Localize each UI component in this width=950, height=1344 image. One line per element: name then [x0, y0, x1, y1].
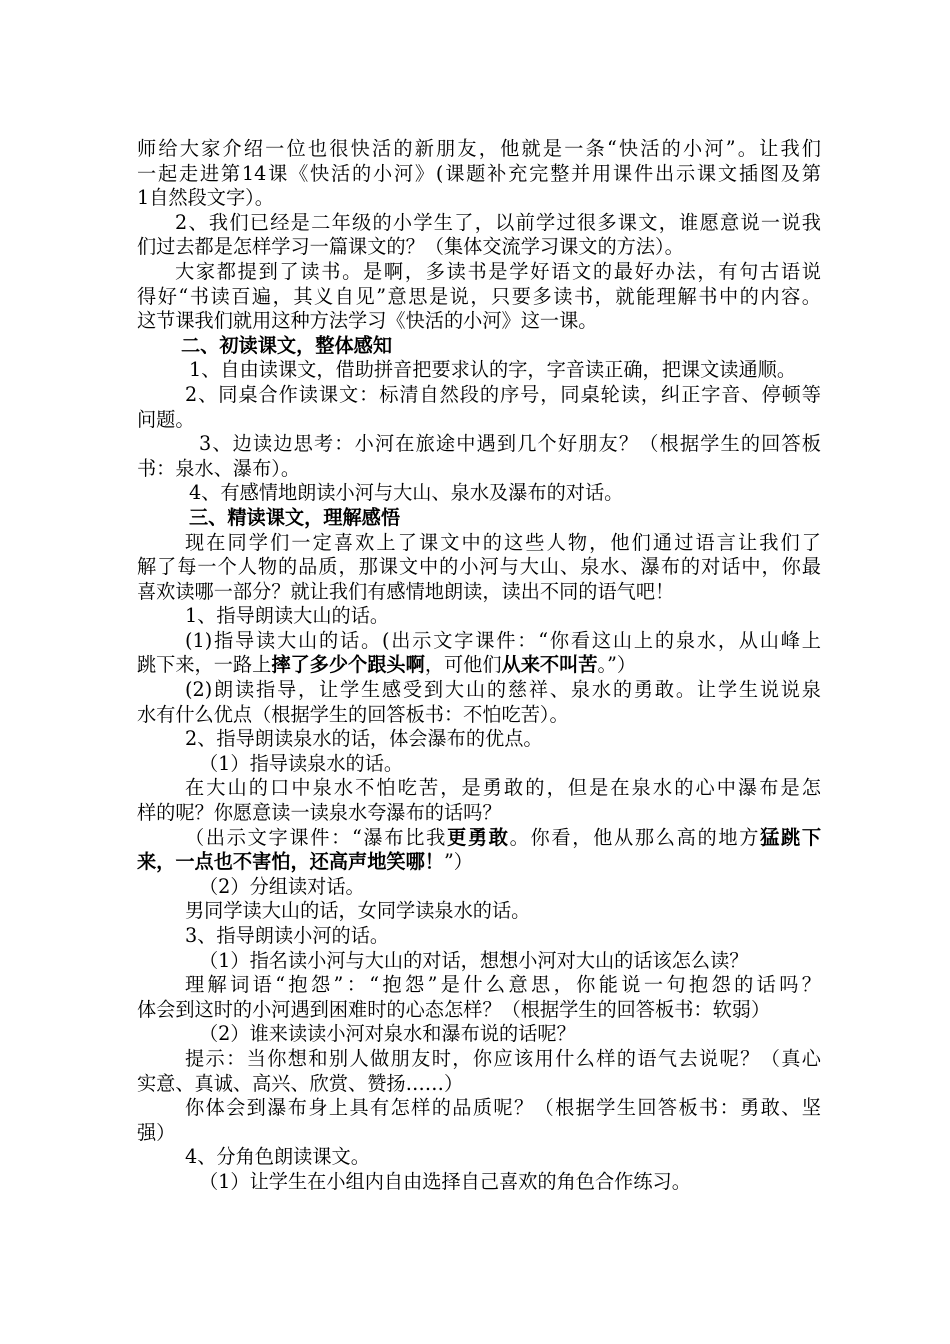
bold-text-segment: 来，一点也不害怕，还高声地笑哪！ — [137, 850, 444, 874]
text-segment: 理解词语“抱怨”：“抱怨”是什么意思，你能说一句抱怨的话吗？ — [185, 973, 821, 997]
text-line — [137, 653, 821, 678]
text-segment: 实意、真诚、高兴、欣赏、赞扬……） — [137, 1071, 464, 1095]
text-segment: 三、精读课文，理解感悟 — [189, 505, 401, 529]
text-line — [137, 531, 821, 556]
text-line — [137, 309, 821, 334]
text-segment: （出示文字课件：“瀑布比我 — [185, 825, 447, 849]
text-segment: 跳下来，一路上 — [137, 653, 272, 677]
text-segment: (1)指导读大山的话。(出示文字课件：“你看这山上的泉水，从山峰上 — [185, 628, 821, 652]
bold-text-segment: 摔了多少个跟头啊 — [271, 653, 425, 677]
text-segment: 1、自由读课文，借助拼音把要求认的字，字音读正确，把课文读通顺。 — [189, 358, 797, 382]
text-segment: 男同学读大山的话，女同学读泉水的话。 — [185, 899, 531, 923]
text-line — [137, 850, 821, 875]
text-line — [137, 1170, 821, 1195]
text-line — [137, 481, 821, 506]
text-line — [137, 629, 821, 654]
text-segment: 2、同桌合作读课文：标清自然段的序号，同桌轮读，纠正字音、停顿等 — [185, 382, 821, 406]
text-segment: 解了每一个人物的品质，那课文中的小河与大山、泉水、瀑布的对话中，你最 — [137, 555, 821, 579]
text-segment: （1）指导读泉水的话。 — [199, 751, 404, 775]
text-line — [137, 703, 821, 728]
text-segment: 在大山的口中泉水不怕吃苦，是勇敢的，但是在泉水的心中瀑布是怎 — [185, 776, 821, 800]
text-line — [137, 235, 821, 260]
bold-text-segment: 更勇敢 — [446, 825, 510, 849]
text-segment: 1自然段文字）。 — [137, 186, 274, 210]
text-line — [137, 727, 821, 752]
text-segment: 二、初读课文，整体感知 — [181, 333, 393, 357]
text-segment: 你体会到瀑布身上具有怎样的品质呢？（根据学生回答板书：勇敢、坚 — [185, 1096, 821, 1120]
document-page — [137, 137, 821, 1195]
text-segment: 水有什么优点（根据学生的回答板书：不怕吃苦）。 — [137, 702, 569, 726]
text-segment: 师给大家介绍一位也很快活的新朋友，他就是一条“快活的小河”。让我们 — [137, 137, 821, 160]
text-segment: 4、有感情地朗读小河与大山、泉水及瀑布的对话。 — [189, 481, 624, 505]
text-line — [137, 924, 821, 949]
text-line — [137, 801, 821, 826]
text-line — [137, 826, 821, 851]
text-line — [137, 162, 821, 187]
text-line — [137, 1072, 821, 1097]
text-line — [137, 678, 821, 703]
bold-text-segment: 从来不叫苦 — [501, 653, 598, 677]
text-line — [137, 260, 821, 285]
text-segment: 2、指导朗读泉水的话，体会瀑布的优点。 — [185, 727, 543, 751]
text-segment: 强） — [137, 1120, 176, 1144]
bold-text-segment: 猛跳下 — [760, 825, 822, 849]
text-line — [137, 285, 821, 310]
text-line — [137, 137, 821, 162]
text-segment: 样的呢？你愿意读一读泉水夸瀑布的话吗？ — [137, 801, 502, 825]
text-line — [137, 432, 821, 457]
text-line — [137, 752, 821, 777]
text-segment: 提示：当你想和别人做朋友时，你应该用什么样的语气去说呢？（真心 — [185, 1046, 821, 1070]
text-line — [137, 1022, 821, 1047]
text-segment: 体会到这时的小河遇到困难时的心态怎样？（根据学生的回答板书：软弱） — [137, 997, 771, 1021]
text-line — [137, 973, 821, 998]
text-segment: 3、边读边思考：小河在旅途中遇到几个好朋友？（根据学生的回答板 — [199, 432, 821, 456]
text-segment: 得好“书读百遍，其义自见”意思是说，只要多读书，就能理解书中的内容。 — [137, 284, 821, 308]
text-segment: 大家都提到了读书。是啊，多读书是学好语文的最好办法，有句古语说 — [175, 259, 821, 283]
text-line — [137, 604, 821, 629]
text-segment: 问题。 — [137, 407, 195, 431]
text-line — [137, 1096, 821, 1121]
text-segment: 。你看，他从那么高的地方 — [509, 825, 761, 849]
text-line — [137, 1047, 821, 1072]
text-line — [137, 875, 821, 900]
text-segment: 们过去都是怎样学习一篇课文的？（集体交流学习课文的方法）。 — [137, 235, 684, 259]
text-segment: 喜欢读哪一部分？就让我们有感情地朗读，读出不同的语气吧！ — [137, 579, 675, 603]
text-segment: 4、分角色朗读课文。 — [185, 1145, 370, 1169]
text-line — [137, 358, 821, 383]
text-line — [137, 580, 821, 605]
text-line — [137, 1121, 821, 1146]
text-line — [137, 1145, 821, 1170]
text-segment: （1）让学生在小组内自由选择自己喜欢的角色合作练习。 — [199, 1169, 691, 1193]
text-segment: ，可他们 — [424, 653, 502, 677]
text-segment: 。”） — [597, 653, 637, 677]
text-segment: 1、指导朗读大山的话。 — [185, 604, 390, 628]
text-line — [137, 408, 821, 433]
section-heading — [137, 334, 821, 359]
text-segment: 书：泉水、瀑布）。 — [137, 456, 301, 480]
text-segment: 这节课我们就用这种方法学习《快活的小河》这一课。 — [137, 309, 598, 333]
text-segment: （1）指名读小河与大山的对话，想想小河对大山的话该怎么读？ — [199, 948, 749, 972]
text-line — [137, 899, 821, 924]
text-segment: 一起走进第14课《快活的小河》(课题补充完整并用课件出示课文插图及第 — [137, 161, 821, 185]
text-segment: （2）分组读对话。 — [199, 874, 365, 898]
text-segment: 2、我们已经是二年级的小学生了，以前学过很多课文，谁愿意说一说我 — [175, 210, 821, 234]
text-line — [137, 186, 821, 211]
section-heading — [137, 506, 821, 531]
text-segment: 现在同学们一定喜欢上了课文中的这些人物，他们通过语言让我们了 — [185, 530, 821, 554]
text-line — [137, 457, 821, 482]
text-segment: ”） — [444, 850, 473, 874]
text-line — [137, 998, 821, 1023]
text-line — [137, 383, 821, 408]
text-segment: （2）谁来读读小河对泉水和瀑布说的话呢？ — [199, 1022, 576, 1046]
text-line — [137, 949, 821, 974]
text-segment: (2)朗读指导，让学生感受到大山的慈祥、泉水的勇敢。让学生说说泉 — [185, 678, 821, 702]
text-line — [137, 776, 821, 801]
text-segment: 3、指导朗读小河的话。 — [185, 924, 390, 947]
text-line — [137, 211, 821, 236]
text-line — [137, 555, 821, 580]
